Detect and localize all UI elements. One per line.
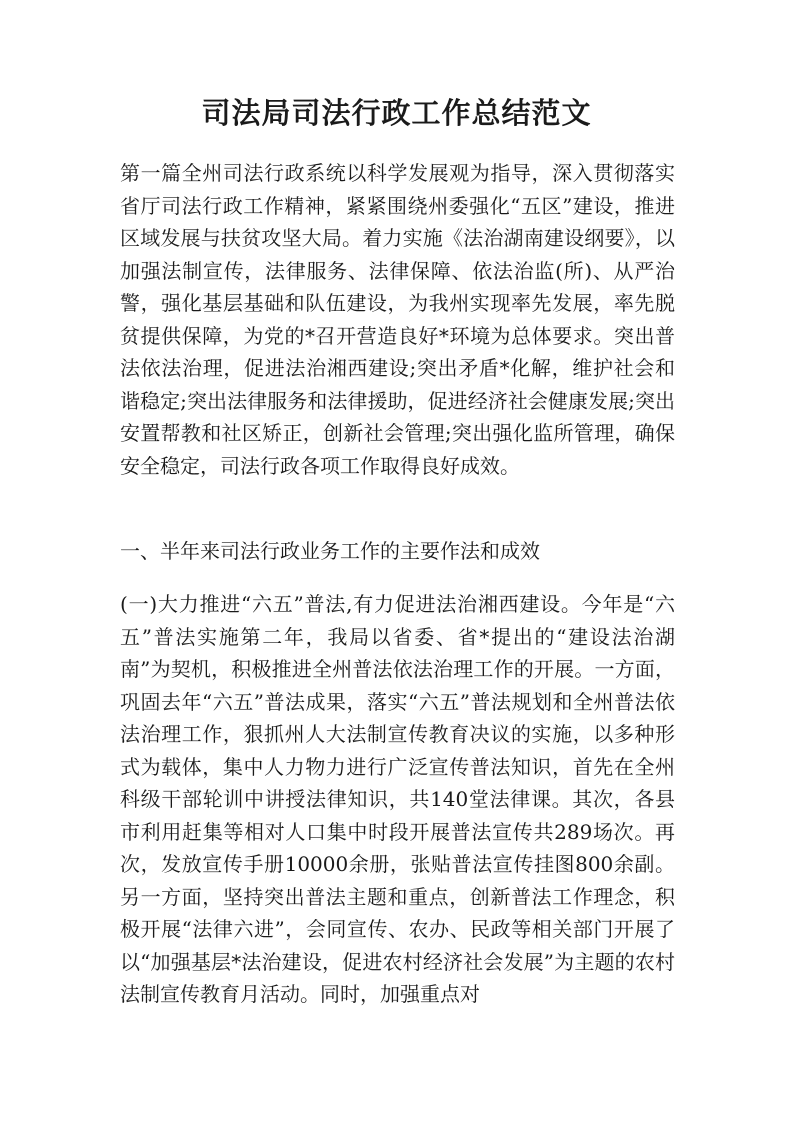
section-heading-text: 一、半年来司法行政业务工作的主要作法和成效 [120, 539, 540, 563]
section-heading [120, 535, 675, 568]
paragraph-section-one [120, 588, 675, 1011]
paragraph-text: (一)大力推进“六五”普法,有力促进法治湘西建设。今年是“六五”普法实施第二年，我局以省委、省*提出的“建设法治湖南”为契机，积极推进全州普法依法治理工作的开展。一方面，巩固去年“六五”普法成果，落实“六五”普法规划和全州普法依法治理工作，狠抓州人大法制宣传教育决议的实施，以多种形式为载体，集中人力物力进行广泛宣传普法知识，首先在全州科级干部轮训中讲授法律知识，共140堂法律课。其次，各县市利用赶集等相对人口集中时段开展普法宣传共289场次。再次，发放宣传手册10000余册，张贴普法宣传挂图800余副。另一方面，坚持突出普法主题和重点，创新普法工作理念，积极开展“法律六进”，会同宣传、农办、民政等相关部门开展了以“加强基层*法治建设，促进农村经济社会发展”为主题的农村法制宣传教育月活动。同时，加强重点对 [120, 592, 675, 1006]
paragraph-text: 第一篇全州司法行政系统以科学发展观为指导，深入贯彻落实省厅司法行政工作精神，紧紧围绕州委强化“五区”建设，推进区域发展与扶贫攻坚大局。着力实施《法治湖南建设纲要》，以加强法制宣传，法律服务、法律保障、依法治监(所)、从严治警，强化基层基础和队伍建设，为我州实现率先发展，率先脱贫提供保障，为党的*召开营造良好*环境为总体要求。突出普法依法治理，促进法治湘西建设;突出矛盾*化解，维护社会和谐稳定;突出法律服务和法律援助，促进经济社会健康发展;突出安置帮教和社区矫正，创新社会管理;突出强化监所管理，确保安全稳定，司法行政各项工作取得良好成效。 [120, 161, 675, 478]
paragraph-intro [120, 157, 675, 482]
document-title: 司法局司法行政工作总结范文 [201, 96, 592, 130]
